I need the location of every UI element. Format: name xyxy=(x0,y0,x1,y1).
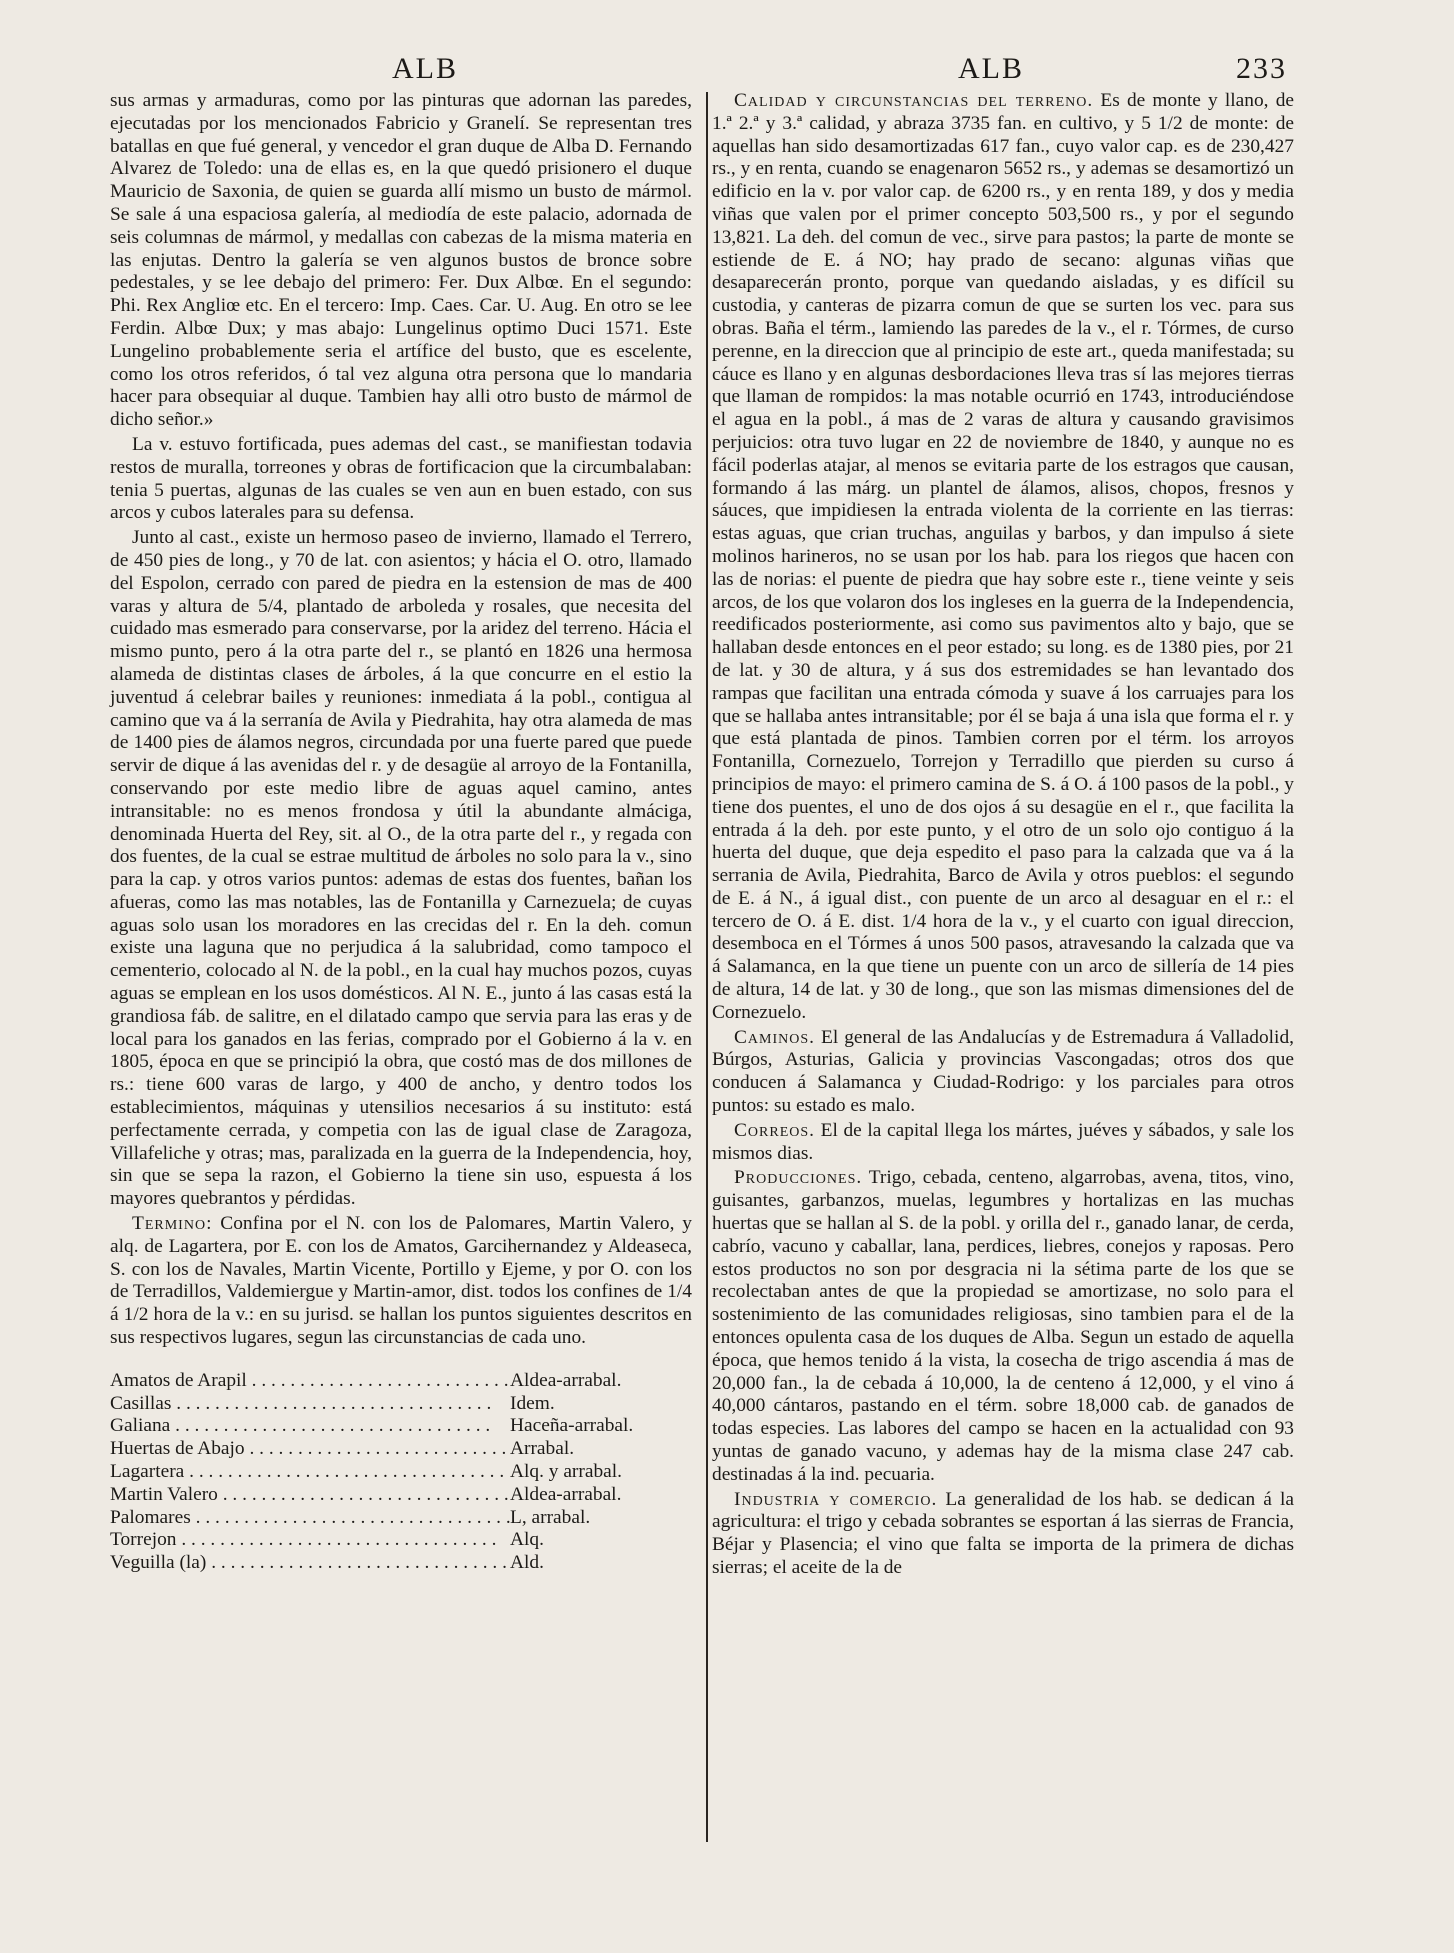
places-list xyxy=(110,1370,692,1575)
list-item: Palomares . . . L, arrabal. xyxy=(110,1507,692,1530)
section-lead-producciones: Producciones. xyxy=(734,1167,863,1189)
list-item: Amatos de Arapil . . . Aldea-arrabal. xyxy=(110,1370,692,1393)
section-lead-correos: Correos. xyxy=(734,1119,816,1141)
section-text-caminos: El general de las Andalucías y de Estremadura á Valladolid, Búrgos, Asturias, Galicia y provincias Vascongadas; otros dos que conducen á Salamanca y Ciudad-Rodrigo: y los parciales para otros puntos: su estado es malo. xyxy=(712,1026,1294,1117)
paragraph-terreno xyxy=(712,90,1294,1025)
list-item: Huertas de Abajo . . . Arrabal. xyxy=(110,1438,692,1461)
section-text-termino: Confina por el N. con los de Palomares, Martin Valero, y alq. de Lagartera, por E. con los de Amatos, Garcihernandez y Aldeaseca, S. con los de Navales, Martin Vicente, Portillo y Ejeme, y por O. con los de Terradillos, Valdemiergue y Martin-amor, dist. todos los confines de 1/4 á 1/2 hora de la v.: en su jurisd. se hallan los puntos siguientes descritos en sus respectivos lugares, segun las circunstancias de cada uno. xyxy=(110,1213,692,1349)
paragraph-fortification: La v. estuvo fortificada, pues ademas del cast., se manifiestan todavia restos de muralla, torreones y obras de fortificacion que la circumbalaban: tenia 5 puertas, algunas de las cuales se ven aun en buen estado, con sus arcos y cubos laterales para su defensa. xyxy=(110,433,692,524)
paragraph-palace: sus armas y armaduras, como por las pinturas que adornan las paredes, ejecutadas por los mencionados Fabricio y Granelí. Se representan tres batallas en que fué general, y vencedor el gran duque de Alba D. Fernando Alvarez de Toledo: una de ellas es, en la que quedó prisionero el duque Mauricio de Saxonia, de quien se guarda allí mismo un busto de mármol. Se sale á una espaciosa galería, al mediodía de este palacio, adornada de seis columnas de mármol, y medallas con cabezas de la misma materia en las enjutas. Dentro la galería se ven algunos bustos de bronce sobre pedestales, y se lee debajo del primero: Fer. Dux Albœ. En el segundo: Phi. Rex Angliœ etc. En el tercero: Imp. Caes. Car. U. Aug. En otro se lee Ferdin. Albœ Dux; y mas abajo: Lungelinus optimo Duci 1571. Este Lungelino probablemente seria el artífice del busto, que es escelente, como los otros referidos, ó tal vez alguna otra persona que lo mandaria hacer para obsequiar al duque. Tambien hay alli otro busto de mármol de dicho señor.» xyxy=(110,90,692,431)
right-running-header: ALB xyxy=(958,52,1024,85)
right-column xyxy=(712,90,1294,1582)
left-running-header: ALB xyxy=(392,52,458,85)
section-lead-termino: Termino: xyxy=(132,1213,213,1235)
list-item: Casillas . . . Idem. xyxy=(110,1393,692,1416)
column-divider xyxy=(706,92,708,1842)
page-number: 233 xyxy=(1236,52,1287,85)
paragraph-correos xyxy=(712,1120,1294,1166)
list-item: Lagartera . . . Alq. y arrabal. xyxy=(110,1461,692,1484)
list-item: Torrejon . . . Alq. xyxy=(110,1529,692,1552)
section-text-correos: El de la capital llega los mártes, juéves y sábados, y sale los mismos dias. xyxy=(712,1119,1294,1164)
paragraph-industria xyxy=(712,1489,1294,1580)
paragraph-caminos xyxy=(712,1027,1294,1118)
list-item: Galiana . . . Haceña-arrabal. xyxy=(110,1415,692,1438)
paragraph-promenades: Junto al cast., existe un hermoso paseo de invierno, llamado el Terrero, de 450 pies de long., y 70 de lat. con asientos; y hácia el O. otro, llamado del Espolon, cerrado con pared de piedra en la estension de mas de 400 varas y altura de 5/4, plantado de arboleda y rosales, que necesita del cuidado mas esmerado para conservarse, por la aridez del terreno. Hácia el mismo punto, pero á la otra parte del r., se plantó en 1826 una hermosa alameda de distintas clases de árboles, á la que concurre en el estio la juventud á celebrar bailes y reuniones: inmediata á la pobl., contigua al camino que va á la serranía de Avila y Piedrahita, hay otra alameda de mas de 1400 pies de álamos negros, circundada por una fuerte pared que puede servir de dique á las avenidas del r. y de desagüe al arroyo de la Fontanilla, conservando por este medio libre de aguas aquel camino, antes intransitable: no es menos frondosa y útil la abundante almáciga, denominada Huerta del Rey, sit. al O., de la otra parte del r., y regada con dos fuentes, de la cual se estrae multitud de árboles no solo para la v., sino para la cap. y otros varios puntos: ademas de estas dos fuentes, bañan los afueras, como las mas notables, las de Fontanilla y Carnezuela; de cuyas aguas solo usan los moradores en las crecidas del r. En la deh. comun existe una laguna que no perjudica á la salubridad, como tampoco el cementerio, colocado al N. de la pobl., en la cual hay muchos pozos, cuyas aguas se emplean en los usos domésticos. Al N. E., junto á las casas está la grandiosa fáb. de salitre, en el dilatado campo que servia para las eras y de local para los ganados en las ferias, comprado por el Gobierno á la v. en 1805, época en que se principió la obra, que costó mas de dos millones de rs.: tiene 600 varas de largo, y 400 de ancho, y dentro todos los establecimientos, máquinas y utensilios necesarios á su instituto: está perfectamente cerrada, y competia con las de igual clase de Zaragoza, Villafeliche y otras; mas, paralizada en la guerra de la Independencia, hoy, sin que se sepa la razon, el Gobierno la tiene sin uso, espuesta á los mayores quebrantos y pérdidas. xyxy=(110,527,692,1210)
list-item: Veguilla (la) . . . Ald. xyxy=(110,1552,692,1575)
section-text-terreno: Es de monte y llano, de 1.ª 2.ª y 3.ª calidad, y abraza 3735 fan. en cultivo, y 5 1/2 de monte: de aquellas han sido desamortizadas 617 fan., cuyo valor cap. es de 230,427 rs., y en renta, cuando se enagenaron 5652 rs., y ademas se desamortizó un edificio en la v. por valor cap. de 6200 rs., y en renta 189, y dos y media viñas que valen por el primer concepto 503,500 rs., y por el segundo 13,821. La deh. del comun de vec., sirve para pastos; la parte de monte se estiende de E. á NO; hay prado de secano: algunas viñas que desaparecerán pronto, porque van quedando aisladas, y es difícil su custodia, y canteras de pizarra comun de que se surten los vec. para sus obras. Baña el térm., lamiendo las paredes de la v., el r. Tórmes, de curso perenne, en la direccion que al principio de este art., queda manifestada; su cáuce es llano y en algunas desbordaciones lleva tras sí las mejores tierras que llaman de rompidos: la mas notable ocurrió en 1743, introduciéndose el agua en la pobl., á mas de 2 varas de altura y causando gravisimos perjuicios: otra tuvo lugar en 22 de noviembre de 1840, y aunque no es fácil poderlas atajar, al menos se evitaria parte de los estragos que causan, formando á las márg. un plantel de álamos, alisos, chopos, fresnos y sáuces, que impidiesen la entrada violenta de la corriente en las tierras: estas aguas, que crian truchas, anguilas y barbos, y dan impulso á siete molinos harineros, no se usan por los hab. para los riegos que hacen con las de norias: el puente de piedra que hay sobre este r., tiene veinte y seis arcos, de los que volaron dos los ingleses en la guerra de la Independencia, reedificados posteriormente, asi como sus pavimentos alto y bajo, que se hallaban desde entonces en el peor estado; su long. es de 1380 pies, por 21 de lat. y 30 de altura, y á sus dos estremidades se han levantado dos rampas que facilitan una entrada cómoda y suave á los carruajes para los que se hallaba antes intransitable; por él se baja á una isla que forma el r. y que está plantada de pinos. Tambien corren por el térm. los arroyos Fontanilla, Cornezuelo, Torrejon y Terradillo que pierden su curso á principios de mayo: el primero camina de S. á O. á 100 pasos de la pobl., y tiene dos puentes, el uno de dos ojos á su desagüe en el r., que facilita la entrada á la deh. por este punto, y el otro de un solo ojo contiguo á la huerta del duque, que deja espedito el paso para la calzada que va á la serrania de Avila, Piedrahita, Barco de Avila y otros pueblos: el segundo de E. á N., á igual dist., con puente de un arco al desaguar en el r.: el tercero de O. á E. dist. 1/4 hora de la v., y el cuarto con igual direccion, desemboca en el Tórmes á unos 500 pasos, atravesando la calzada que va á Salamanca, en la que tiene un puente con un arco de sillería de 14 pies de altura, 14 de lat. y 30 de long., que son las mismas dimensiones del de Cornezuelo. xyxy=(712,90,1295,1023)
section-text-industria: La generalidad de los hab. se dedican á la agricultura: el trigo y cebada sobrantes se esportan á las sierras de Francia, Béjar y Plasencia; el vino que falta se importa de la primera de dichas sierras; el aceite de la de xyxy=(712,1488,1294,1578)
section-lead-industria: Industria y comercio. xyxy=(734,1488,938,1510)
section-lead-terreno: Calidad y circunstancias del terreno. xyxy=(734,90,1094,111)
section-text-producciones: Trigo, cebada, centeno, algarrobas, avena, titos, vino, guisantes, garbanzos, muelas, legumbres y hortalizas en las muchas huertas que se hallan al S. de la pobl. y orilla del r., ganado lanar, de cerda, cabrío, vacuno y caballar, lana, perdices, liebres, conejos y raposas. Pero estos productos no son por desgracia ni la sétima parte de los que se recolectaban antes de que la propiedad se amortizase, no solo para el sostenimiento de las comunidades religiosas, sino tambien para el de la entonces opulenta casa de los duques de Alba. Segun un estado de aquella época, que hemos tenido á la vista, la cosecha de trigo ascendia á mas de 20,000 fan., la de cebada á 10,000, la de centeno á 12,000, y el vino á 40,000 cántaros, pastando en el térm. sobre 18,000 cab. de ganados de todas especies. Las labores del campo se hacen en la actualidad con 93 yuntas de ganado vacuno, y ademas hay de la misma clase 247 cab. destinadas á la ind. pecuaria. xyxy=(712,1167,1295,1485)
list-item: Martin Valero . . . Aldea-arrabal. xyxy=(110,1484,692,1507)
left-column xyxy=(110,90,692,1575)
section-lead-caminos: Caminos. xyxy=(734,1026,816,1048)
paragraph-producciones xyxy=(712,1167,1294,1486)
paragraph-termino xyxy=(110,1213,692,1350)
